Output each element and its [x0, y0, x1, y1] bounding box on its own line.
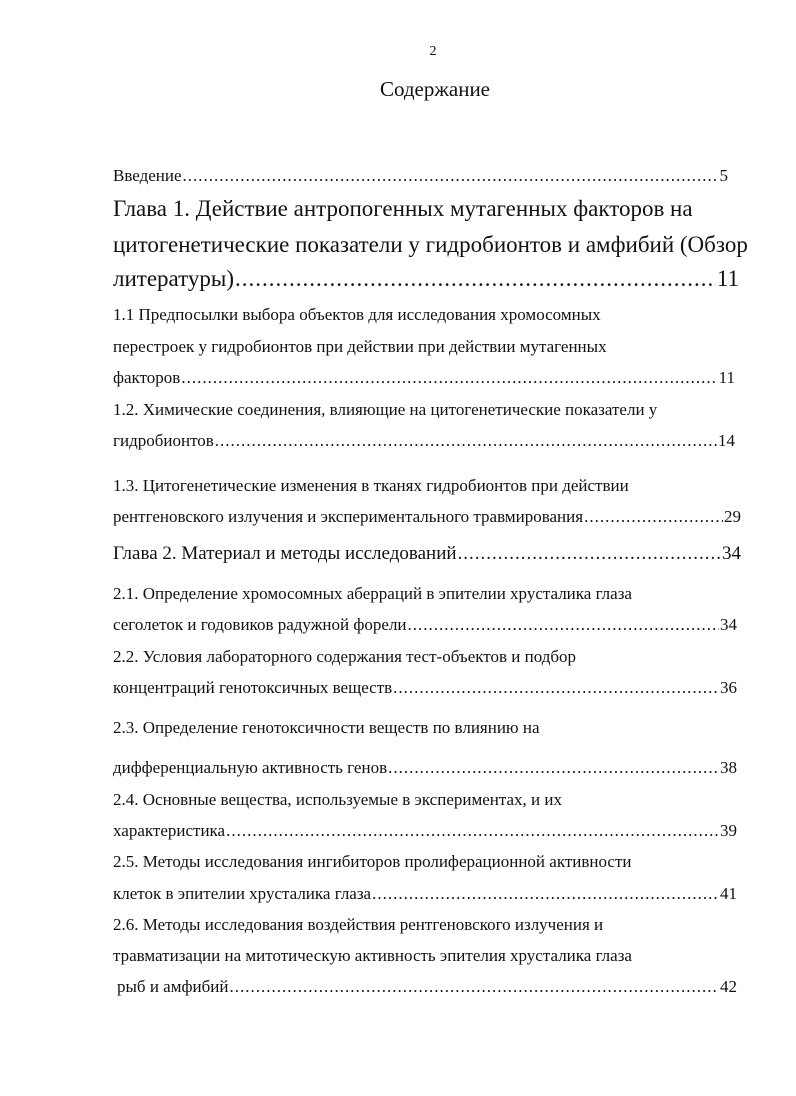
dot-leader [181, 368, 717, 388]
dot-leader [388, 758, 719, 778]
dot-leader [226, 821, 719, 841]
toc-page-number: 38 [720, 758, 737, 777]
toc-page-number: 34 [720, 615, 737, 634]
dot-leader [408, 615, 719, 635]
toc-page-number: 39 [720, 821, 737, 840]
toc-entry-text: литературы) [113, 266, 235, 291]
toc-entry-text: рыб и амфибий [117, 977, 229, 996]
toc-entry-2-5-line1: 2.5. Методы исследования ингибиторов пролиферационной активности [113, 852, 632, 871]
toc-entry-ch1-line1: Глава 1. Действие антропогенных мутагенных факторов на [113, 196, 693, 221]
toc-page-number: 29 [724, 507, 741, 526]
toc-entry-2-4[interactable] [113, 821, 737, 841]
dot-leader [584, 507, 723, 527]
toc-page-number: 42 [720, 977, 737, 996]
toc-entry-text: рентгеновского излучения и экспериментального травмирования [113, 507, 584, 526]
toc-entry-text: клеток в эпителии хрусталика глаза [113, 884, 372, 903]
dot-leader [229, 977, 719, 997]
toc-page-number: 34 [722, 543, 741, 564]
toc-entry-text: Глава 2. Материал и методы исследований [113, 543, 457, 564]
toc-page-number: 11 [718, 368, 735, 387]
page-title: Содержание [379, 77, 491, 101]
toc-entry-1-3[interactable] [113, 507, 741, 527]
toc-entry-text: Введение [113, 166, 182, 185]
toc-page-number: 36 [720, 678, 737, 697]
toc-entry-text: характеристика [113, 821, 226, 840]
toc-entry-2-4-line1: 2.4. Основные вещества, используемые в экспериментах, и их [113, 790, 562, 809]
toc-page-number: 41 [720, 884, 737, 903]
toc-page-number: 11 [716, 266, 739, 291]
toc-entry-2-1[interactable] [113, 615, 737, 635]
toc-entry-text: концентраций генотоксичных веществ [113, 678, 393, 697]
toc-entry-1-1-line2: перестроек у гидробионтов при действии при действии мутагенных [113, 337, 607, 356]
page-number: 2 [429, 44, 437, 59]
dot-leader [183, 166, 719, 186]
toc-entry-text: сеголеток и годовиков радужной форели [113, 615, 407, 634]
toc-entry-2-5[interactable] [113, 884, 737, 904]
toc-page-number: 14 [718, 431, 735, 450]
dot-leader [215, 431, 717, 451]
toc-entry-1-2-line1: 1.2. Химические соединения, влияющие на цитогенетические показатели у [113, 400, 658, 419]
toc-page-number: 5 [719, 166, 728, 185]
dot-leader [458, 543, 721, 565]
toc-entry-text: гидробионтов [113, 431, 214, 450]
toc-entry-2-3-line1: 2.3. Определение генотоксичности веществ по влиянию на [113, 718, 540, 737]
toc-entry-ch1[interactable] [113, 266, 739, 292]
dot-leader [235, 266, 716, 292]
toc-entry-2-6[interactable] [117, 977, 737, 997]
toc-entry-2-2[interactable] [113, 678, 737, 698]
toc-entry-2-6-line1: 2.6. Методы исследования воздействия рентгеновского излучения и [113, 915, 604, 934]
toc-entry-2-3[interactable] [113, 758, 737, 778]
dot-leader [393, 678, 719, 698]
toc-entry-ch1-line2: цитогенетические показатели у гидробионтов и амфибий (Обзор [113, 232, 748, 257]
toc-entry-text: дифференциальную активность генов [113, 758, 388, 777]
toc-entry-1-3-line1: 1.3. Цитогенетические изменения в тканях гидробионтов при действии [113, 476, 629, 495]
toc-entry-1-2[interactable] [113, 431, 735, 451]
toc-entry-2-1-line1: 2.1. Определение хромосомных аберраций в эпителии хрусталика глаза [113, 584, 632, 603]
toc-entry-intro[interactable] [113, 166, 728, 186]
dot-leader [372, 884, 719, 904]
toc-entry-2-6-line2: травматизации на митотическую активность эпителия хрусталика глаза [113, 946, 632, 965]
toc-entry-1-1-line1: 1.1 Предпосылки выбора объектов для исследования хромосомных [113, 305, 601, 324]
toc-entry-text: факторов [113, 368, 181, 387]
toc-entry-ch2[interactable] [113, 543, 741, 565]
toc-entry-1-1[interactable] [113, 368, 735, 388]
toc-entry-2-2-line1: 2.2. Условия лабораторного содержания тест-объектов и подбор [113, 647, 577, 666]
